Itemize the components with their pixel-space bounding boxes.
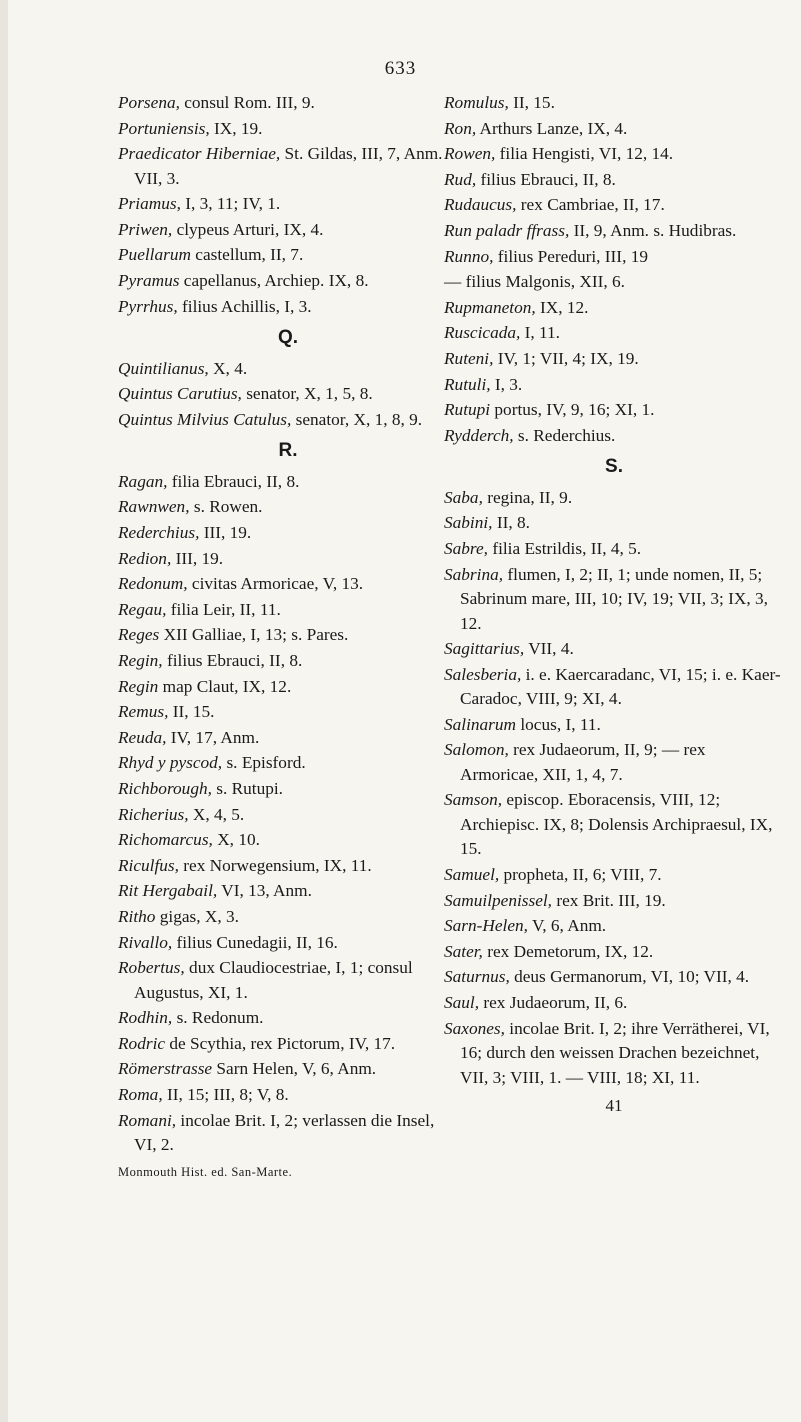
index-entry <box>118 1006 458 1031</box>
entry-headword: Sater, <box>444 941 483 961</box>
entry-references: I, 3. <box>490 374 523 394</box>
index-entry <box>444 424 784 449</box>
entry-references: IX, 19. <box>209 118 263 138</box>
entry-references: incolae Brit. I, 2; verlassen die Insel, VI, 2. <box>134 1110 435 1155</box>
index-entry <box>444 940 784 965</box>
entry-headword: Pyramus <box>118 271 180 291</box>
entry-headword: Richomarcus, <box>118 830 213 850</box>
index-entry <box>118 879 458 904</box>
index-entry <box>118 382 458 407</box>
entry-headword: Runno, <box>444 246 494 266</box>
index-entry <box>118 726 458 751</box>
entry-references: XII Galliae, I, 13; s. Pares. <box>159 625 349 645</box>
index-entry <box>444 738 784 787</box>
entry-references: gigas, X, 3. <box>155 906 239 926</box>
entry-references: s. Rowen. <box>189 497 263 517</box>
entry-references: capellanus, Archiep. IX, 8. <box>179 271 369 291</box>
index-entry <box>444 863 784 888</box>
entry-references: II, 15. <box>508 93 555 112</box>
entry-references: filius Ebrauci, II, 8. <box>476 169 616 189</box>
entry-headword: Sabrina, <box>444 564 504 584</box>
index-entry <box>444 168 784 193</box>
index-entry <box>118 777 458 802</box>
section-letter: Q. <box>277 327 299 349</box>
index-entry <box>118 1083 458 1108</box>
index-entry <box>444 321 784 346</box>
index-entry <box>118 1109 458 1158</box>
entry-references: II, 15. <box>168 702 215 722</box>
entry-headword: Rupmaneton, <box>444 297 536 317</box>
entry-headword: Samuel, <box>444 865 500 885</box>
entry-headword: Puellarum <box>118 245 191 265</box>
entry-references: VII, 4. <box>524 639 574 659</box>
index-entry <box>118 956 458 1005</box>
entry-references: senator, X, 1, 5, 8. <box>241 384 373 404</box>
entry-headword: Remus, <box>118 702 169 722</box>
entry-headword: Run paladr ffrass, <box>444 220 570 240</box>
entry-headword: Sabre, <box>444 538 488 558</box>
entry-headword: Saul, <box>444 993 480 1013</box>
index-entry <box>118 495 458 520</box>
entry-references: V, 6, Anm. <box>528 916 607 936</box>
entry-references: consul Rom. III, 9. <box>179 93 315 112</box>
entry-headword: Romulus, <box>444 93 509 112</box>
entry-references: map Claut, IX, 12. <box>158 676 292 696</box>
entry-headword: Redonum, <box>118 574 188 594</box>
entry-headword: Rud, <box>444 169 477 189</box>
entry-headword: Rederchius, <box>118 523 200 543</box>
entry-headword: Regin <box>118 676 159 696</box>
index-entry <box>118 751 458 776</box>
index-entry <box>444 889 784 914</box>
entry-headword: Rowen, <box>444 144 496 164</box>
index-entry <box>444 788 784 862</box>
index-entry <box>118 192 458 217</box>
index-entry <box>118 1032 458 1057</box>
entry-headword: Rivallo, <box>118 932 173 952</box>
index-entry <box>444 347 784 372</box>
index-entry <box>444 1017 784 1091</box>
entry-headword: Quintilianus, <box>118 358 209 378</box>
entry-references: s. Rederchius. <box>513 425 616 445</box>
index-entry <box>444 914 784 939</box>
entry-references: senator, X, 1, 8, 9. <box>291 409 423 429</box>
entry-references: X, 4, 5. <box>188 804 245 824</box>
index-entry <box>118 598 458 623</box>
index-entry <box>444 245 784 270</box>
entry-headword: Rhyd y pyscod, <box>118 753 223 773</box>
entry-headword: Samuilpenissel, <box>444 890 552 910</box>
entry-references: rex Judaeorum, II, 6. <box>479 993 628 1013</box>
entry-references: de Scythia, rex Pictorum, IV, 17. <box>165 1033 396 1053</box>
index-entry <box>444 373 784 398</box>
entry-headword: Samson, <box>444 790 503 810</box>
entry-headword: Ruscicada, <box>444 323 521 343</box>
entry-references: filia Ebrauci, II, 8. <box>167 471 300 491</box>
entry-references: filia Leir, II, 11. <box>166 599 281 619</box>
index-entry <box>444 486 784 511</box>
entry-headword: Rodric <box>118 1033 166 1053</box>
section-letter: R. <box>278 440 298 462</box>
index-entry <box>118 295 458 320</box>
signature-mark: 41 <box>605 1096 623 1116</box>
entry-references: incolae Brit. I, 2; ihre Verrätherei, VI, 16; durch den weissen Drachen bezeichnet, VII, 3; VIII, 1. — VIII, 18; XI, 11. <box>460 1018 770 1087</box>
entry-references: s. Episford. <box>222 753 306 773</box>
entry-references: I, 3, 11; IV, 1. <box>180 194 281 214</box>
entry-references: s. Redonum. <box>172 1008 264 1028</box>
entry-references: dux Claudiocestriae, I, 1; consul Augustus, XI, 1. <box>134 958 413 1002</box>
entry-references: IV, 17, Anm. <box>166 727 260 747</box>
index-entry <box>444 142 784 167</box>
index-entry <box>118 1057 458 1082</box>
entry-references: Sarn Helen, V, 6, Anm. <box>212 1059 377 1079</box>
index-entry <box>118 218 458 243</box>
entry-headword: Quintus Milvius Catulus, <box>118 409 292 429</box>
entry-references: I, 11. <box>520 323 560 343</box>
entry-references: filius Cunedagii, II, 16. <box>172 932 338 952</box>
entry-headword: Riculfus, <box>118 855 179 875</box>
entry-headword: Porsena, <box>118 93 180 112</box>
entry-headword: Rydderch, <box>444 425 514 445</box>
footer-source-line: Monmouth Hist. ed. San-Marte. <box>118 1164 293 1179</box>
entry-references: clypeus Arturi, IX, 4. <box>172 219 324 239</box>
entry-references: II, 8. <box>492 513 530 533</box>
index-entry <box>444 537 784 562</box>
entry-headword: Priamus, <box>118 194 181 214</box>
entry-headword: Ron, <box>444 118 477 138</box>
entry-headword: Roma, <box>118 1085 163 1104</box>
entry-headword: Praedicator Hiberniae, <box>118 144 281 164</box>
entry-headword: Saxones, <box>444 1018 505 1038</box>
entry-references: X, 4. <box>208 358 248 378</box>
index-entry <box>444 398 784 423</box>
entry-headword: Sarn-Helen, <box>444 916 528 936</box>
entry-headword: Richerius, <box>118 804 189 824</box>
entry-references: filius Pereduri, III, 19 <box>493 246 648 266</box>
index-entry <box>118 675 458 700</box>
entry-headword: Rawnwen, <box>118 497 190 517</box>
index-entry <box>118 91 458 116</box>
entry-references: Arthurs Lanze, IX, 4. <box>476 118 628 138</box>
index-entry <box>444 193 784 218</box>
entry-references: rex Cambriae, II, 17. <box>516 195 665 215</box>
entry-references: civitas Armoricae, V, 13. <box>187 574 364 594</box>
entry-references: VI, 13, Anm. <box>217 881 312 901</box>
entry-headword: Robertus, <box>118 958 185 978</box>
index-entry <box>118 357 458 382</box>
entry-headword: Reges <box>118 625 160 645</box>
entry-references: rex Norwegensium, IX, 11. <box>178 855 372 875</box>
index-entry <box>118 117 458 142</box>
entry-references: rex Brit. III, 19. <box>552 890 666 910</box>
index-entry <box>444 965 784 990</box>
entry-references: IX, 12. <box>535 297 589 317</box>
entry-headword: Ritho <box>118 906 156 926</box>
index-entry <box>444 117 784 142</box>
index-entry <box>444 663 784 712</box>
index-entry <box>118 803 458 828</box>
entry-references: propheta, II, 6; VIII, 7. <box>499 865 662 885</box>
entry-references: III, 19. <box>171 548 224 568</box>
entry-headword: Rutupi <box>444 400 491 420</box>
page-edge <box>0 0 8 1422</box>
entry-headword: Römerstrasse <box>118 1059 213 1079</box>
entry-references: III, 19. <box>199 523 252 543</box>
index-entry <box>118 623 458 648</box>
index-entry <box>444 511 784 536</box>
entry-references: filia Hengisti, VI, 12, 14. <box>495 144 674 164</box>
index-entry <box>118 547 458 572</box>
index-entry <box>118 931 458 956</box>
entry-headword: Rutuli, <box>444 374 491 394</box>
entry-references: rex Demetorum, IX, 12. <box>482 941 654 961</box>
entry-headword: Reuda, <box>118 727 167 747</box>
entry-references: portus, IV, 9, 16; XI, 1. <box>490 400 655 420</box>
entry-references: regina, II, 9. <box>482 487 573 507</box>
index-column-left <box>118 91 458 1184</box>
entry-headword: Sabini, <box>444 513 493 533</box>
index-entry <box>118 700 458 725</box>
entry-headword: Salinarum <box>444 714 517 734</box>
index-entry <box>118 243 458 268</box>
entry-headword: Saba, <box>444 487 483 507</box>
section-letter: S. <box>605 456 623 478</box>
entry-headword: Salomon, <box>444 740 509 760</box>
entry-references: episcop. Eboracensis, VIII, 12; Archiepisc. IX, 8; Dolensis Archipraesul, IX, 15. <box>460 790 773 859</box>
index-entry <box>118 521 458 546</box>
entry-references: X, 10. <box>212 830 260 850</box>
entry-references: filius Ebrauci, II, 8. <box>162 651 303 670</box>
index-entry <box>444 563 784 637</box>
index-entry <box>118 408 458 433</box>
entry-references: St. Gildas, III, 7, Anm. VII, 3. <box>134 144 443 188</box>
entry-references: flumen, I, 2; II, 1; unde nomen, II, 5; Sabrinum mare, III, 10; IV, 19; VII, 3; IX, 3, 12. <box>460 564 768 633</box>
entry-references: II, 9, Anm. s. Hudibras. <box>569 220 737 240</box>
entry-headword: Rudaucus, <box>444 195 517 215</box>
entry-references: filius Achillis, I, 3. <box>177 296 312 316</box>
index-entry <box>118 905 458 930</box>
entry-references: s. Rutupi. <box>211 778 283 798</box>
entry-references: — filius Malgonis, XII, 6. <box>444 272 625 292</box>
entry-headword: Portuniensis, <box>118 118 210 138</box>
index-entry <box>118 572 458 597</box>
entry-headword: Ragan, <box>118 471 168 491</box>
entry-headword: Redion, <box>118 548 172 568</box>
entry-references: deus Germanorum, VI, 10; VII, 4. <box>509 967 750 987</box>
entry-headword: Sagittarius, <box>444 639 525 659</box>
entry-headword: Rit Hergabail, <box>118 881 218 901</box>
entry-references: IV, 1; VII, 4; IX, 19. <box>493 348 639 368</box>
index-column-right <box>444 91 784 1119</box>
index-entry <box>118 142 458 191</box>
entry-headword: Saturnus, <box>444 967 510 987</box>
entry-headword: Ruteni, <box>444 348 494 368</box>
entry-references: i. e. Kaercaradanc, VI, 15; i. e. Kaer-Caradoc, VIII, 9; XI, 4. <box>460 664 781 709</box>
entry-headword: Regin, <box>118 651 163 670</box>
index-entry <box>118 470 458 495</box>
entry-headword: Romani, <box>118 1110 177 1130</box>
entry-references: II, 15; III, 8; V, 8. <box>162 1085 289 1104</box>
entry-headword: Regau, <box>118 599 167 619</box>
entry-references: filia Estrildis, II, 4, 5. <box>488 538 642 558</box>
entry-headword: Rodhin, <box>118 1008 173 1028</box>
index-entry <box>118 828 458 853</box>
entry-headword: Quintus Carutius, <box>118 384 242 404</box>
index-entry <box>444 270 784 295</box>
index-entry <box>118 649 458 674</box>
entry-headword: Priwen, <box>118 219 173 239</box>
entry-references: locus, I, 11. <box>516 714 601 734</box>
index-entry <box>118 269 458 294</box>
index-entry <box>444 637 784 662</box>
entry-references: castellum, II, 7. <box>190 245 304 265</box>
index-entry <box>444 296 784 321</box>
entry-headword: Pyrrhus, <box>118 296 178 316</box>
page-number: 633 <box>384 58 417 79</box>
index-entry <box>444 91 784 116</box>
index-entry <box>118 854 458 879</box>
index-entry <box>444 713 784 738</box>
entry-headword: Richborough, <box>118 778 212 798</box>
index-entry <box>444 991 784 1016</box>
entry-headword: Salesberia, <box>444 664 522 684</box>
index-entry <box>444 219 784 244</box>
entry-references: rex Judaeorum, II, 9; — rex Armoricae, XII, 1, 4, 7. <box>460 740 706 784</box>
